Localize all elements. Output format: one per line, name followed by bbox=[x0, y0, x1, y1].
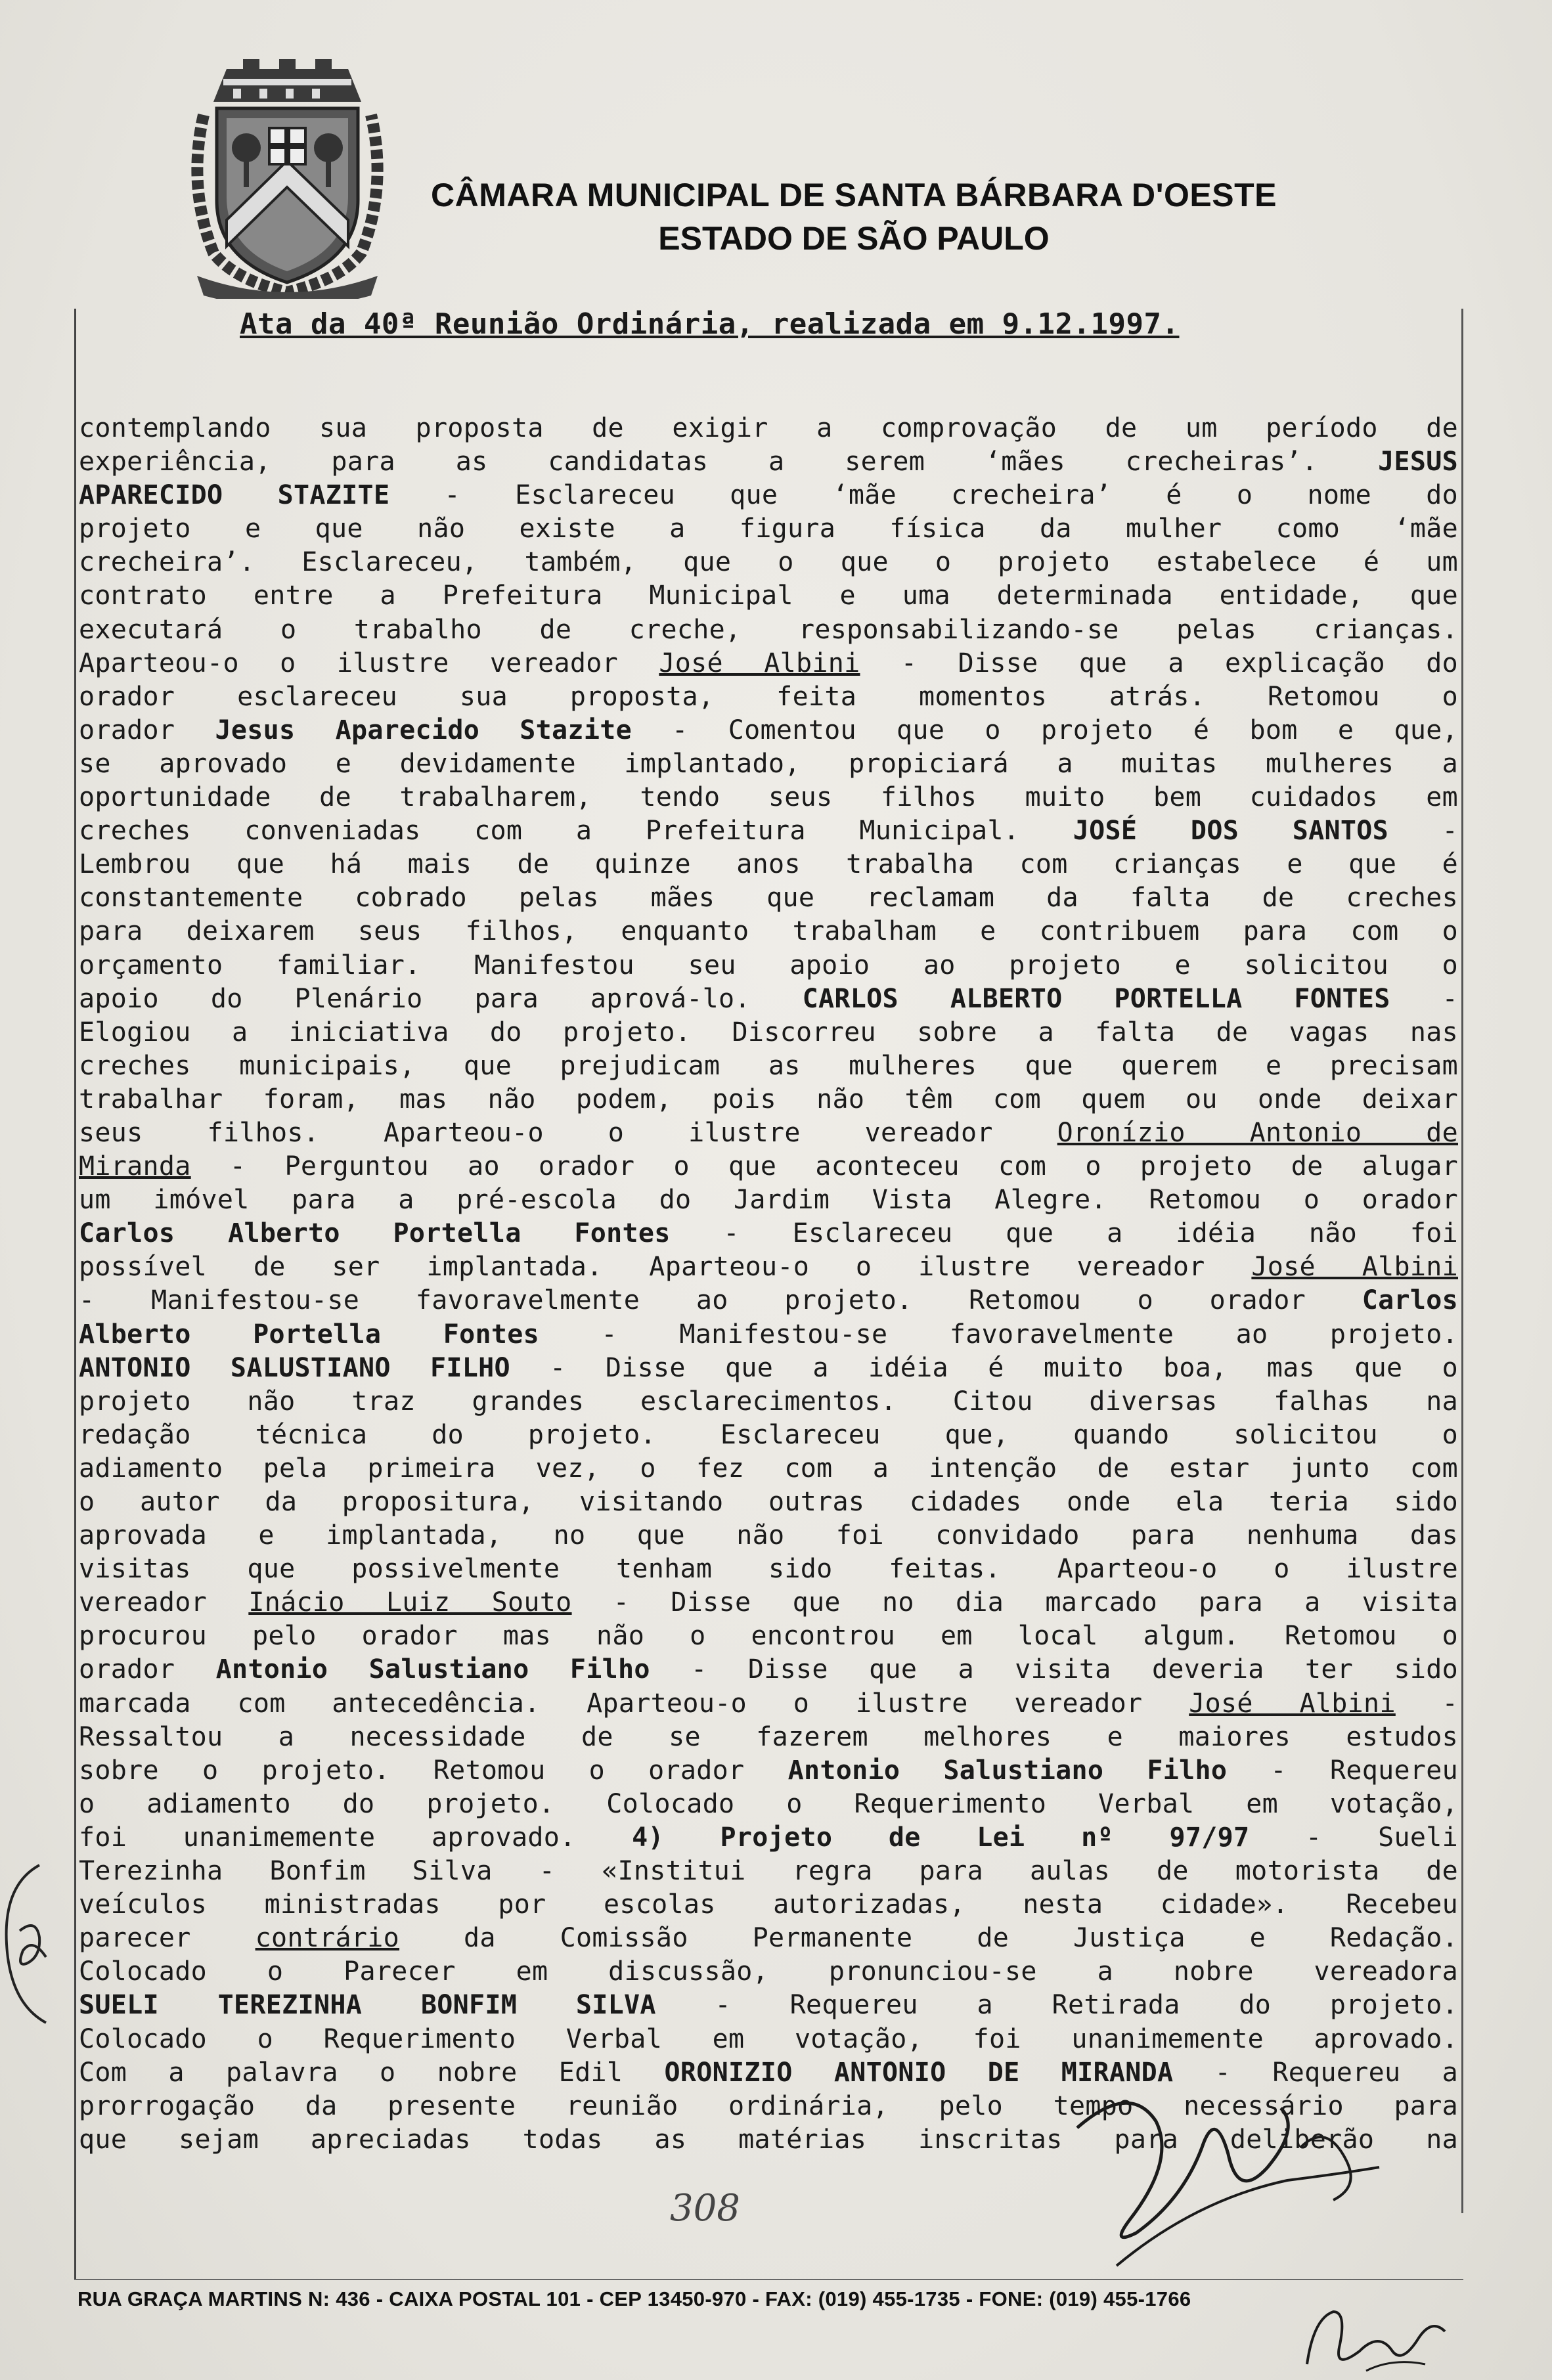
vereador-name: contrário bbox=[255, 1923, 400, 1954]
speaker-name: Antonio Salustiano Filho bbox=[787, 1755, 1228, 1786]
signature-main bbox=[1051, 2069, 1392, 2279]
text-line bbox=[79, 1016, 1458, 1049]
text-segment: - Comentou que o projeto é bom e que, bbox=[631, 715, 1458, 745]
text-line bbox=[79, 1955, 1458, 1989]
text-segment: - Disse que a visita deveria ter sido bbox=[650, 1654, 1458, 1685]
text-segment: da Comissão Permanente de Justiça e Redação. bbox=[399, 1923, 1458, 1954]
bottom-border-line bbox=[74, 2279, 1463, 2280]
text-line bbox=[79, 412, 1458, 445]
speaker-name: Carlos Alberto Portella Fontes bbox=[79, 1218, 671, 1249]
text-line bbox=[79, 1821, 1458, 1855]
text-line bbox=[79, 848, 1458, 881]
text-line bbox=[79, 1284, 1458, 1317]
text-segment: - Requereu a bbox=[1173, 2057, 1458, 2088]
text-segment: marcada com antecedência. Aparteou-o o ilustre vereador bbox=[79, 1688, 1189, 1719]
text-line bbox=[79, 1620, 1458, 1653]
text-segment: - Requereu a Retirada do projeto. bbox=[655, 1990, 1458, 2021]
text-segment: vereador bbox=[79, 1587, 249, 1618]
text-segment: Colocado o Parecer em discussão, pronunciou-se a nobre vereadora bbox=[79, 1956, 1458, 1987]
text-line bbox=[79, 1653, 1458, 1686]
text-line bbox=[79, 949, 1458, 982]
speaker-name: Carlos bbox=[1362, 1285, 1458, 1316]
text-line bbox=[79, 579, 1458, 613]
text-segment: - Manifestou-se favoravelmente ao projeto. bbox=[539, 1319, 1458, 1350]
text-segment: parecer bbox=[79, 1923, 255, 1954]
text-line bbox=[79, 1519, 1458, 1553]
text-line bbox=[79, 714, 1458, 747]
text-line bbox=[79, 747, 1458, 781]
text-line bbox=[79, 512, 1458, 546]
vereador-name: Inácio Luiz Souto bbox=[248, 1587, 572, 1618]
minutes-body-text bbox=[79, 412, 1458, 2157]
text-line bbox=[79, 915, 1458, 948]
text-line bbox=[79, 781, 1458, 814]
text-segment: Ressaltou a necessidade de se fazerem melhores e maiores estudos bbox=[79, 1721, 1458, 1752]
text-line bbox=[79, 613, 1458, 647]
text-segment: que sejam apreciadas todas as matérias inscritas para deliberão na bbox=[79, 2124, 1458, 2155]
vereador-name: José Albini bbox=[1189, 1688, 1396, 1719]
vereador-name: José Albini bbox=[1251, 1252, 1458, 1283]
text-segment: creches municipais, que prejudicam as mulheres que querem e precisam bbox=[79, 1050, 1458, 1081]
text-segment: Terezinha Bonfim Silva - «Institui regra para aulas de motorista de bbox=[79, 1856, 1458, 1887]
page-number: 308 bbox=[670, 2187, 740, 2230]
text-segment: projeto e que não existe a figura física da mulher como ‘mãe bbox=[79, 514, 1458, 544]
text-segment: aprovada e implantada, no que não foi convidado para nenhuma das bbox=[79, 1520, 1458, 1551]
text-segment: Aparteou-o o ilustre vereador bbox=[79, 648, 659, 678]
text-segment: procurou pelo orador mas não o encontrou em local algum. Retomou o bbox=[79, 1621, 1458, 1652]
text-line bbox=[79, 1049, 1458, 1083]
text-segment: redação técnica do projeto. Esclareceu que, quando solicitou o bbox=[79, 1419, 1458, 1450]
text-segment: se aprovado e devidamente implantado, propiciará a muitas mulheres a bbox=[79, 748, 1458, 779]
text-segment: orador bbox=[79, 715, 215, 745]
text-segment: contrato entre a Prefeitura Municipal e uma determinada entidade, que bbox=[79, 581, 1458, 611]
text-segment: para deixarem seus filhos, enquanto trabalham e contribuem para com o bbox=[79, 916, 1458, 947]
text-line bbox=[79, 1553, 1458, 1586]
text-line bbox=[79, 1183, 1458, 1217]
text-line bbox=[79, 1250, 1458, 1284]
text-line bbox=[79, 1318, 1458, 1352]
text-line bbox=[79, 479, 1458, 512]
text-line bbox=[79, 1217, 1458, 1250]
vereador-name: José Albini bbox=[659, 648, 860, 678]
text-line bbox=[79, 881, 1458, 915]
signature-initials bbox=[1294, 2292, 1458, 2377]
text-line bbox=[79, 1586, 1458, 1620]
text-segment: - Disse que a explicação do bbox=[860, 648, 1458, 678]
text-segment: - Esclareceu que ‘mãe crecheira’ é o nome do bbox=[389, 480, 1458, 511]
text-line bbox=[79, 445, 1458, 479]
text-segment: - Disse que a idéia é muito boa, mas que o bbox=[510, 1352, 1458, 1383]
text-segment: seus filhos. Aparteou-o o ilustre vereador bbox=[79, 1117, 1057, 1148]
vereador-name: Miranda bbox=[79, 1151, 191, 1182]
text-line bbox=[79, 1385, 1458, 1419]
speaker-name: Antonio Salustiano Filho bbox=[215, 1654, 650, 1685]
text-segment: Lembrou que há mais de quinze anos trabalha com crianças e que é bbox=[79, 849, 1458, 880]
vereador-name: Oronízio Antonio de bbox=[1057, 1117, 1458, 1148]
footer-address: RUA GRAÇA MARTINS N: 436 - CAIXA POSTAL 101 - CEP 13450-970 - FAX: (019) 455-1735 - FONE: (019) 455-1766 bbox=[78, 2287, 1191, 2310]
text-line bbox=[79, 1116, 1458, 1150]
speaker-name: Jesus Aparecido Stazite bbox=[215, 715, 632, 745]
speaker-name: 4) Projeto de Lei nº 97/97 bbox=[632, 1822, 1250, 1853]
text-segment: trabalhar foram, mas não podem, pois não têm com quem ou onde deixar bbox=[79, 1084, 1458, 1114]
text-segment: orador esclareceu sua proposta, feita momentos atrás. Retomou o bbox=[79, 681, 1458, 712]
text-line bbox=[79, 1419, 1458, 1452]
left-border-line bbox=[74, 309, 76, 2279]
text-segment: o autor da propositura, visitando outras cidades onde ela teria sido bbox=[79, 1487, 1458, 1517]
coat-of-arms-icon bbox=[187, 56, 388, 299]
text-line bbox=[79, 1989, 1458, 2022]
right-border-line bbox=[1461, 309, 1463, 2213]
text-line bbox=[79, 1352, 1458, 1385]
text-segment: oportunidade de trabalharem, tendo seus filhos muito bem cuidados em bbox=[79, 782, 1458, 813]
speaker-name: JESUS bbox=[1378, 447, 1458, 477]
speaker-name: APARECIDO STAZITE bbox=[79, 480, 390, 511]
text-line bbox=[79, 1922, 1458, 1955]
text-segment: orçamento familiar. Manifestou seu apoio ao projeto e solicitou o bbox=[79, 950, 1458, 981]
text-segment: adiamento pela primeira vez, o fez com a intenção de estar junto com bbox=[79, 1453, 1458, 1484]
speaker-name: ORONIZIO ANTONIO DE MIRANDA bbox=[664, 2057, 1174, 2088]
text-segment: Colocado o Requerimento Verbal em votação, foi unanimemente aprovado. bbox=[79, 2023, 1458, 2054]
text-line bbox=[79, 647, 1458, 680]
text-segment: Com a palavra o nobre Edil bbox=[79, 2057, 665, 2088]
text-line bbox=[79, 1687, 1458, 1721]
text-line bbox=[79, 1721, 1458, 1754]
text-line bbox=[79, 1486, 1458, 1519]
speaker-name: JOSÉ DOS SANTOS bbox=[1073, 816, 1388, 847]
text-line bbox=[79, 1888, 1458, 1922]
left-margin-initials-signature bbox=[0, 1859, 59, 2029]
text-segment: - Perguntou ao orador o que aconteceu com o projeto de alugar bbox=[190, 1151, 1458, 1182]
text-segment: foi unanimemente aprovado. bbox=[79, 1822, 632, 1853]
text-segment: veículos ministradas por escolas autorizadas, nesta cidade». Recebeu bbox=[79, 1889, 1458, 1920]
text-segment: creches conveniadas com a Prefeitura Municipal. bbox=[79, 816, 1073, 847]
text-segment: o adiamento do projeto. Colocado o Requerimento Verbal em votação, bbox=[79, 1788, 1458, 1819]
text-line bbox=[79, 1855, 1458, 1888]
text-segment: constantemente cobrado pelas mães que reclamam da falta de creches bbox=[79, 883, 1458, 914]
speaker-name: ANTONIO SALUSTIANO FILHO bbox=[79, 1352, 510, 1383]
state-name: ESTADO DE SÃO PAULO bbox=[658, 220, 1050, 257]
text-segment: sobre o projeto. Retomou o orador bbox=[79, 1755, 788, 1786]
text-segment: - bbox=[1388, 816, 1458, 847]
text-line bbox=[79, 982, 1458, 1016]
text-segment: experiência, para as candidatas a serem ‘mães crecheiras’. bbox=[79, 447, 1379, 477]
text-segment: - Requereu bbox=[1227, 1755, 1458, 1786]
text-segment: contemplando sua proposta de exigir a comprovação de um período de bbox=[79, 413, 1458, 443]
letterhead bbox=[420, 176, 1287, 257]
document-title: Ata da 40ª Reunião Ordinária, realizada em 9.12.1997. bbox=[240, 307, 1180, 341]
speaker-name: SUELI TEREZINHA BONFIM SILVA bbox=[79, 1990, 656, 2021]
text-line bbox=[79, 546, 1458, 579]
institution-name: CÂMARA MUNICIPAL DE SANTA BÁRBARA D'OESTE bbox=[431, 177, 1277, 213]
text-segment: orador bbox=[79, 1654, 216, 1685]
text-segment: - Disse que no dia marcado para a visita bbox=[571, 1587, 1458, 1618]
text-segment: executará o trabalho de creche, responsabilizando-se pelas crianças. bbox=[79, 614, 1458, 645]
text-segment: apoio do Plenário para aprová-lo. bbox=[79, 983, 803, 1014]
text-line bbox=[79, 1452, 1458, 1486]
text-line bbox=[79, 680, 1458, 714]
text-segment: projeto não traz grandes esclarecimentos. Citou diversas falhas na bbox=[79, 1386, 1458, 1417]
text-line bbox=[79, 1754, 1458, 1788]
text-segment: - Esclareceu que a idéia não foi bbox=[670, 1218, 1458, 1249]
text-line bbox=[79, 814, 1458, 848]
text-segment: um imóvel para a pré-escola do Jardim Vista Alegre. Retomou o orador bbox=[79, 1185, 1458, 1216]
text-line bbox=[79, 1150, 1458, 1183]
speaker-name: Alberto Portella Fontes bbox=[79, 1319, 540, 1350]
text-segment: prorrogação da presente reunião ordinária, pelo tempo necessário para bbox=[79, 2090, 1458, 2121]
speaker-name: CARLOS ALBERTO PORTELLA FONTES bbox=[802, 983, 1390, 1014]
text-segment: Elogiou a iniciativa do projeto. Discorreu sobre a falta de vagas nas bbox=[79, 1017, 1458, 1047]
text-segment: - Sueli bbox=[1249, 1822, 1458, 1853]
text-segment: - bbox=[1395, 1688, 1458, 1719]
text-segment: - Manifestou-se favoravelmente ao projeto. Retomou o orador bbox=[79, 1285, 1362, 1316]
text-line bbox=[79, 1788, 1458, 1821]
text-line bbox=[79, 2023, 1458, 2056]
text-segment: visitas que possivelmente tenham sido feitas. Aparteou-o o ilustre bbox=[79, 1554, 1458, 1585]
text-segment: possível de ser implantada. Aparteou-o o ilustre vereador bbox=[79, 1252, 1252, 1283]
text-line bbox=[79, 1083, 1458, 1116]
text-segment: crecheira’. Esclareceu, também, que o que o projeto estabelece é um bbox=[79, 547, 1458, 578]
text-segment: - bbox=[1390, 983, 1458, 1014]
